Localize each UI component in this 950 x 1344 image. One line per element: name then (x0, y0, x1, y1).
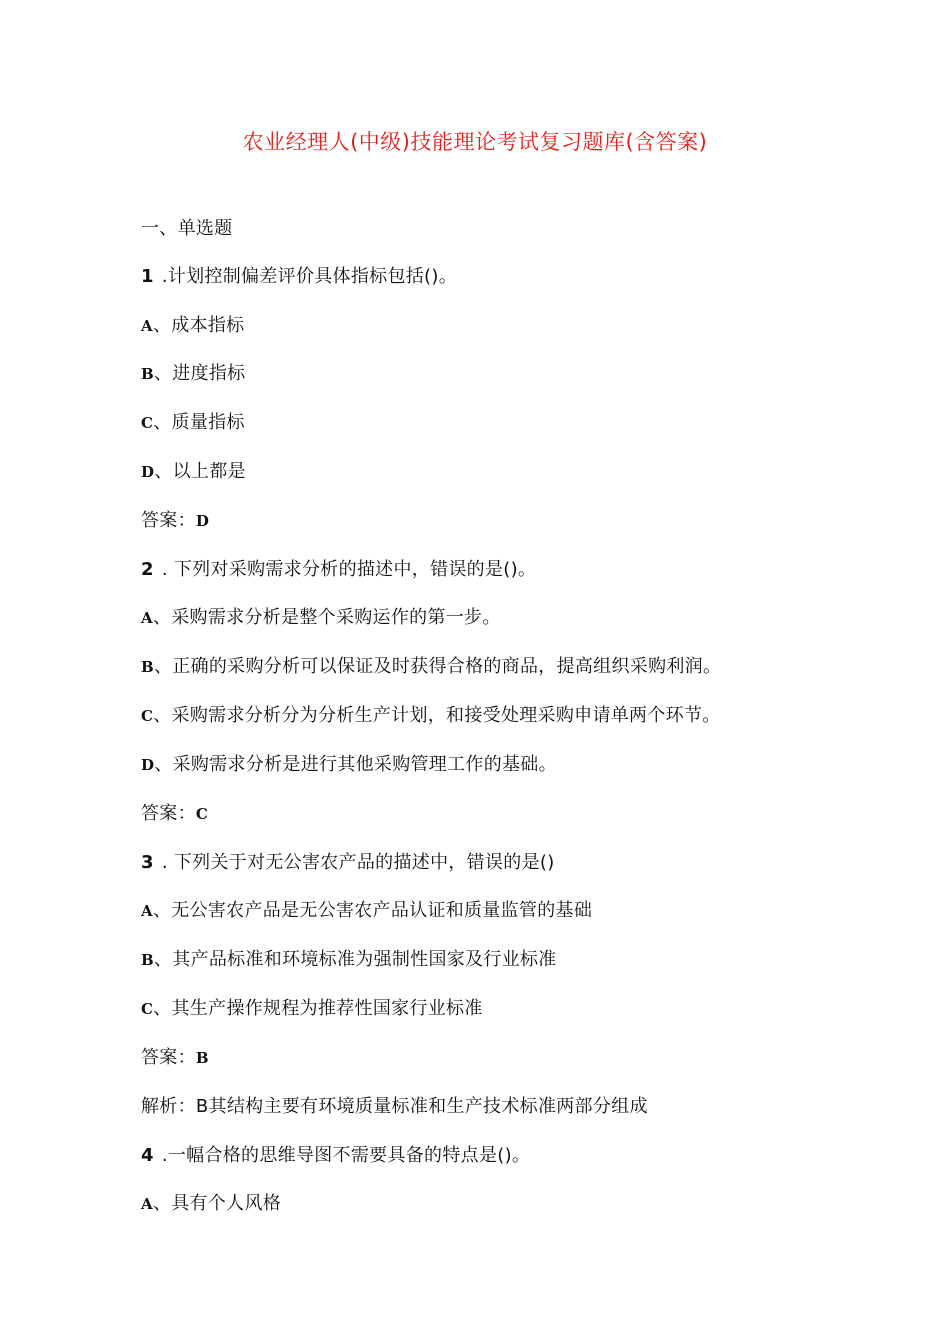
question-1 (141, 265, 457, 289)
answer-label: 答案： (141, 803, 196, 824)
section-heading: 一、单选题 (141, 218, 233, 239)
option-4-a (141, 1192, 281, 1216)
option-text: 、质量指标 (153, 412, 245, 433)
analysis-label: 解析： (141, 1096, 196, 1117)
option-letter: B (141, 951, 154, 969)
answer-value: C (195, 805, 209, 823)
option-letter: B (141, 658, 154, 676)
analysis-text: B其结构主要有环境质量标准和生产技术标准两部分组成 (195, 1096, 648, 1117)
answer-3 (141, 1046, 209, 1070)
option-1-b (141, 362, 245, 386)
option-text: 、无公害农产品是无公害农产品认证和质量监管的基础 (152, 900, 593, 921)
answer-value: D (195, 512, 210, 530)
question-number: 1 (141, 266, 154, 287)
option-letter: D (141, 756, 155, 774)
question-stem: . 下列关于对无公害农产品的描述中，错误的是() (161, 852, 555, 873)
option-letter: A (141, 902, 153, 920)
answer-value: B (195, 1049, 209, 1067)
option-letter: A (141, 317, 153, 335)
question-number: 3 (141, 852, 154, 873)
option-2-d (141, 753, 557, 777)
option-text: 、以上都是 (154, 461, 246, 482)
document-title: 农业经理人(中级)技能理论考试复习题库(含答案) (242, 130, 708, 154)
option-3-c (141, 997, 483, 1021)
option-letter: C (141, 414, 154, 432)
option-text: 、采购需求分析是整个采购运作的第一步。 (152, 607, 501, 628)
option-text: 、具有个人风格 (152, 1193, 282, 1214)
answer-label: 答案： (141, 1047, 196, 1068)
option-2-b (141, 655, 721, 679)
question-3 (141, 851, 555, 875)
question-stem: .计划控制偏差评价具体指标包括()。 (161, 266, 457, 287)
option-text: 、其产品标准和环境标准为强制性国家及行业标准 (153, 949, 557, 970)
option-text: 、其生产操作规程为推荐性国家行业标准 (153, 998, 483, 1019)
option-letter: C (141, 1000, 154, 1018)
option-text: 、进度指标 (153, 363, 246, 384)
answer-1 (141, 509, 209, 533)
option-2-c (141, 704, 721, 728)
option-letter: B (141, 365, 154, 383)
option-2-a (141, 606, 501, 630)
option-letter: D (141, 463, 155, 481)
option-1-c (141, 411, 245, 435)
option-1-d (141, 460, 246, 484)
option-text: 、采购需求分析是进行其他采购管理工作的基础。 (154, 754, 557, 775)
question-stem: .一幅合格的思维导图不需要具备的特点是()。 (161, 1145, 531, 1166)
option-letter: C (141, 707, 154, 725)
analysis-3 (141, 1095, 648, 1119)
answer-label: 答案： (141, 510, 196, 531)
question-stem: . 下列对采购需求分析的描述中，错误的是()。 (161, 559, 537, 580)
option-1-a (141, 314, 244, 338)
question-4 (141, 1144, 530, 1168)
option-text: 、正确的采购分析可以保证及时获得合格的商品，提高组织采购利润。 (153, 656, 722, 677)
option-text: 、采购需求分析分为分析生产计划，和接受处理采购申请单两个环节。 (153, 705, 721, 726)
question-number: 4 (141, 1145, 154, 1166)
answer-2 (141, 802, 208, 826)
option-text: 、成本指标 (152, 315, 245, 336)
option-3-b (141, 948, 557, 972)
option-letter: A (141, 1195, 153, 1213)
option-3-a (141, 899, 592, 923)
question-number: 2 (141, 559, 154, 580)
question-2 (141, 558, 536, 582)
option-letter: A (141, 609, 153, 627)
